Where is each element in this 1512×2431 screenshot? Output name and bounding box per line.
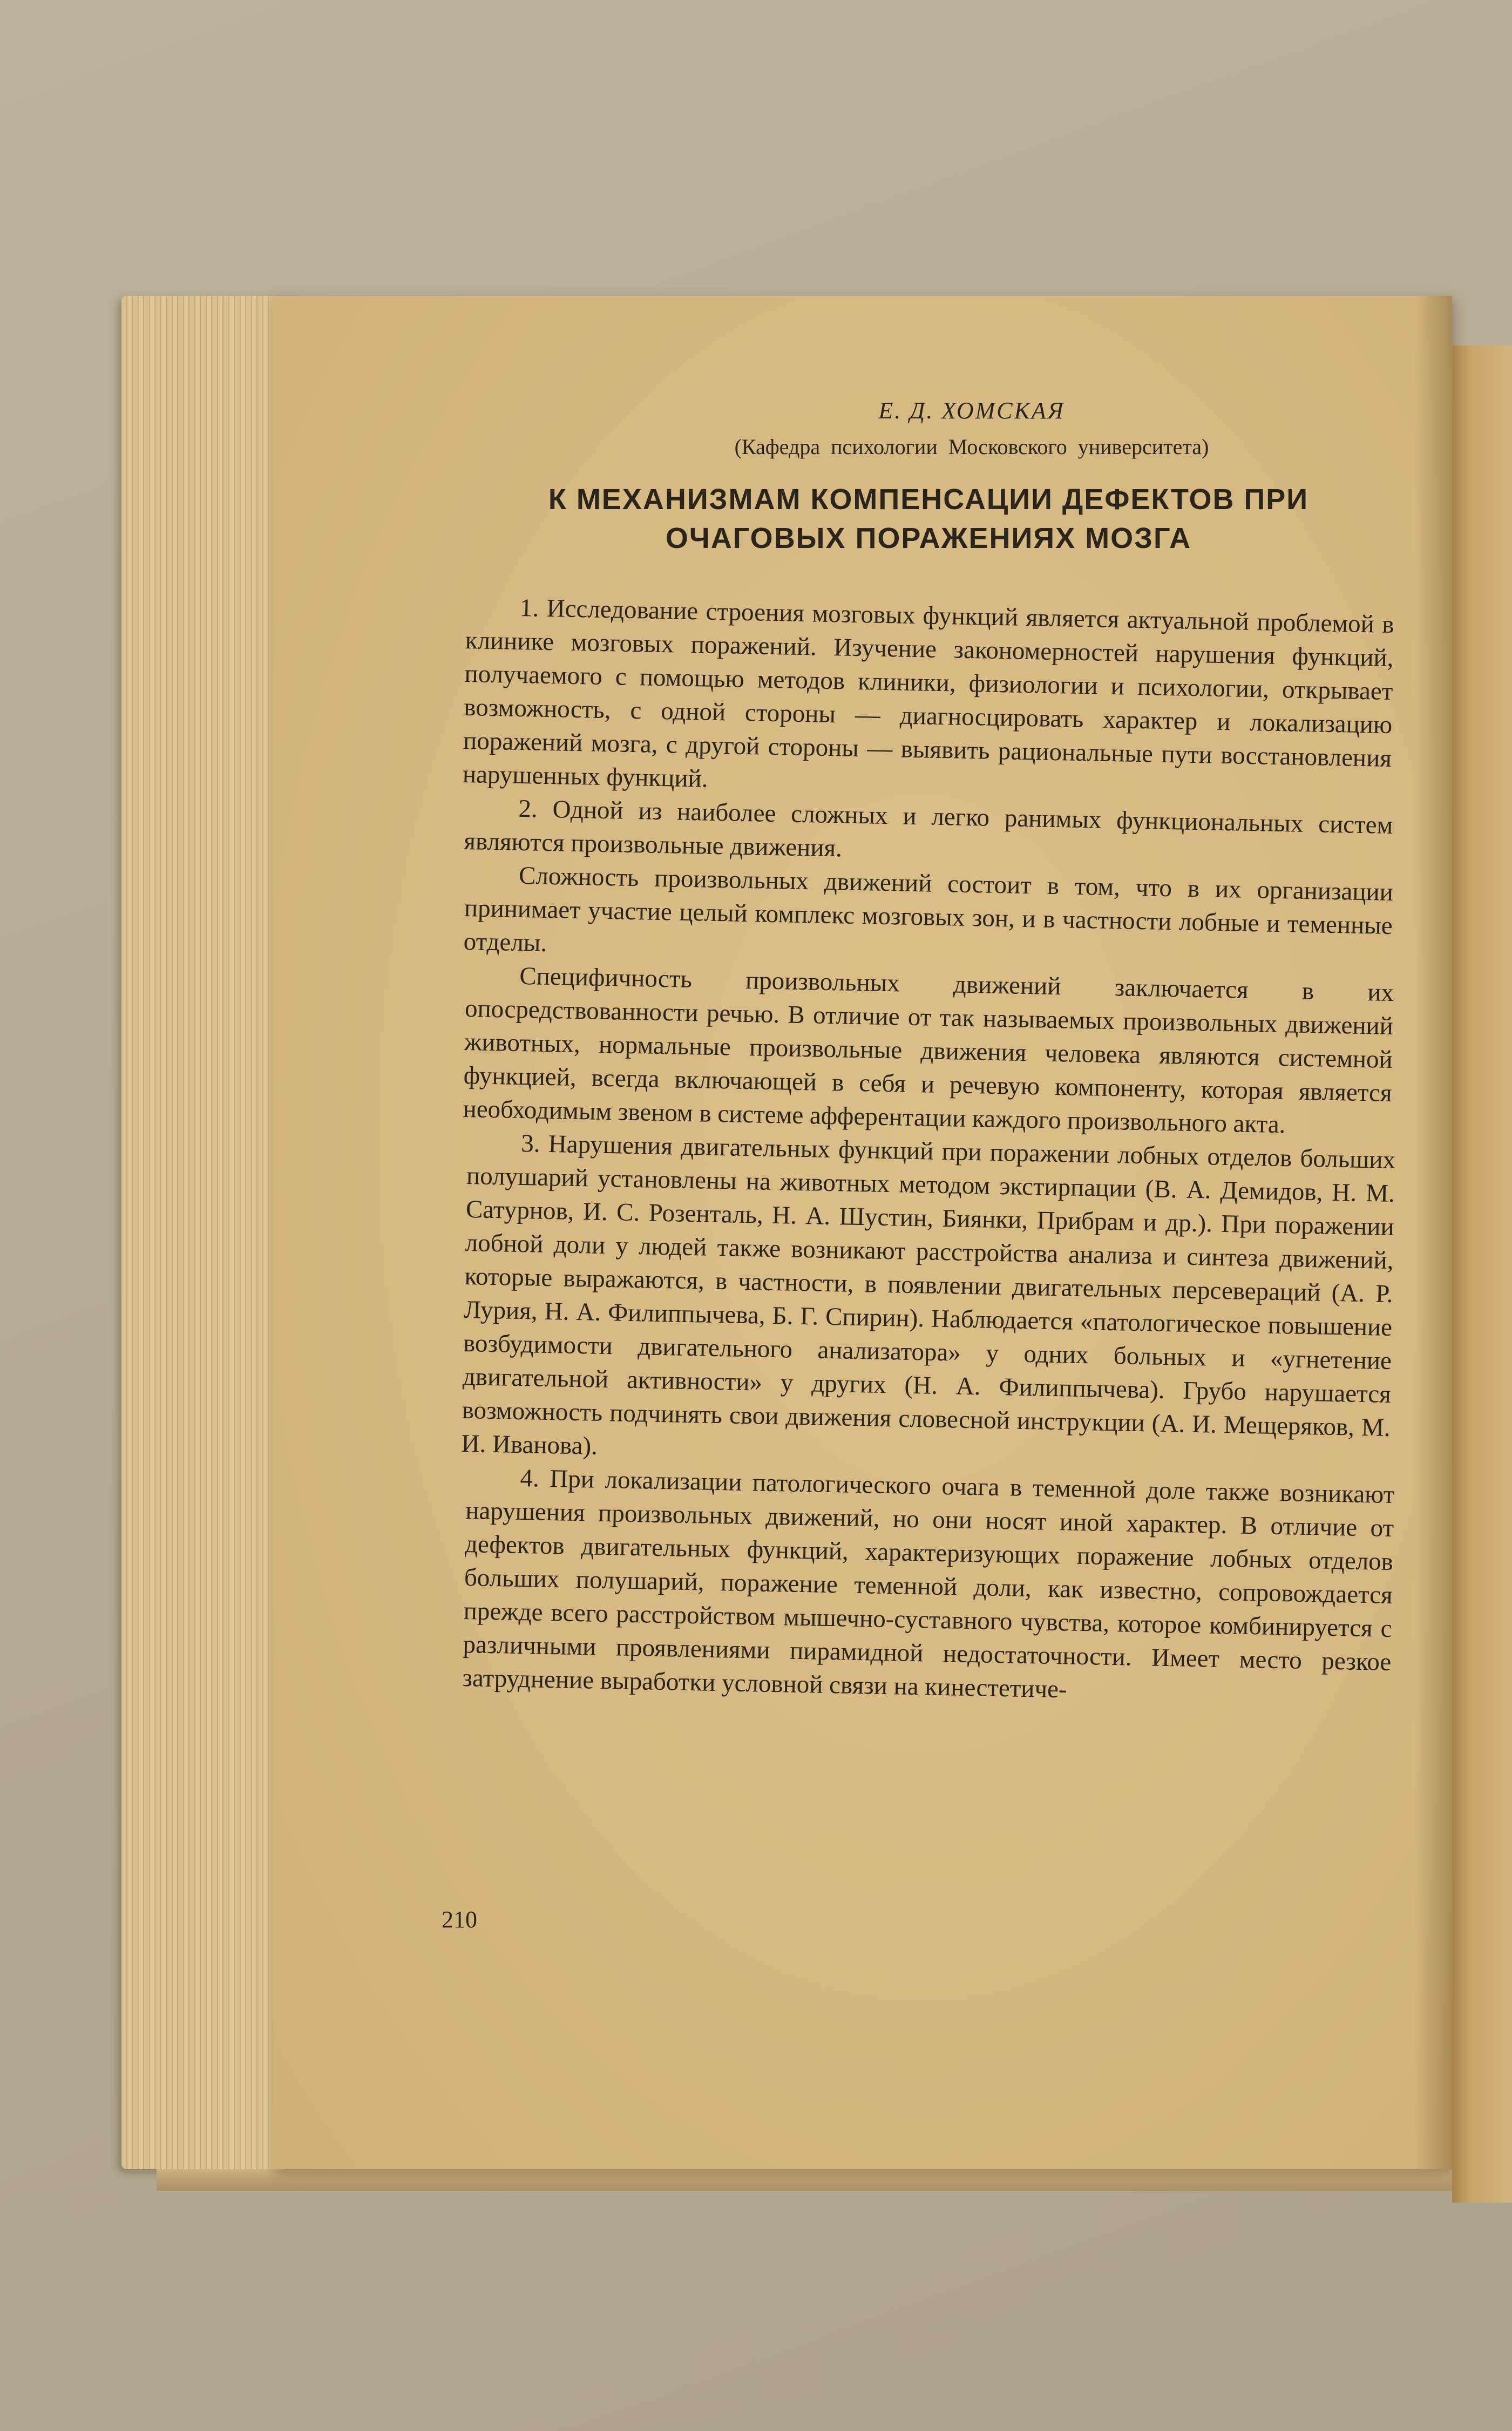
paragraph: 3. Нарушения двигательных функций при поражении лобных отделов больших полушарий установлены на животных методом экстирпации (В. А. Демидов, Н. М. Сатурнов, И. С. Розенталь, Н. А. Шустин, Биянки, Прибрам и др.). При поражении лобной доли у людей также возникают расстройства анализа и синтеза движений, которые выражаются, в частности, в появлении двигательных персевераций (А. Р. Лурия, Н. А. Филиппычева, Б. Г. Спирин). Наблюдается «патологическое повышение возбудимости двигательного анализатора» у одних больных и «угнетение двигательной активности» у других (Н. А. Филиппычева). Грубо нарушается возможность подчинять свои движения словесной инструкции (А. И. Мещеряков, М. И. Иванова). <box>461 1129 1396 1460</box>
paragraph: 1. Исследование строения мозговых функций является актуальной проблемой в клинике мозговых поражений. Изучение закономерностей нарушения функций, получаемого с помощью методов клиники, физиологии и психологии, открывает возможность, с одной стороны — диагносцировать характер и локализацию поражений мозга, с другой стороны — выявить рациональные пути восстановления нарушенных функций. <box>462 593 1395 793</box>
page-number: 210 <box>442 1906 477 1933</box>
article-body <box>461 590 1396 1704</box>
author-name: Е. Д. ХОМСКАЯ <box>878 397 1065 424</box>
paragraph: Сложность произвольных движений состоит в том, что в их организации принимает участие целый комплекс мозговых зон, и в частности лобные и теменные отделы. <box>463 861 1394 957</box>
article-title-line-1: К МЕХАНИЗМАМ КОМПЕНСАЦИИ ДЕФЕКТОВ ПРИ <box>548 483 1309 516</box>
paragraph: 2. Одной из наиболее сложных и легко ранимых функциональных систем являются произвольные движения. <box>463 794 1393 863</box>
article-title-line-2: ОЧАГОВЫХ ПОРАЖЕНИЯХ МОЗГА <box>665 522 1192 554</box>
article-content <box>461 397 1396 1704</box>
book-bottom-edge <box>157 2169 1452 2191</box>
paragraph: 4. При локализации патологического очага в теменной доле также возникают нарушения произвольных движений, но они носят иной характер. В отличие от дефектов двигательных функций, характеризующих поражение лобных отделов больших полушарий, поражение теменной доли, как известно, сопровождается прежде всего расстройством мышечно-суставного чувства, которое комбинируется с различными проявлениями пирамидной недостаточности. Имеет место резкое затруднение выработки условной связи на кинестетиче- <box>462 1464 1395 1704</box>
gutter-shadow <box>1414 296 1452 2169</box>
author-affiliation: (Кафедра психологии Московского университета) <box>734 435 1209 459</box>
article-title <box>464 480 1393 558</box>
paragraph: Специфичность произвольных движений заключается в их опосредствованности речью. В отличие от так называемых произвольных движений животных, нормальные произвольные движения человека являются системной функцией, всегда включающей в себя и речевую компоненту, которая является необходимым звеном в системе афферентации каждого произвольного акта. <box>463 961 1394 1139</box>
facing-page-edge <box>1452 346 1512 2203</box>
